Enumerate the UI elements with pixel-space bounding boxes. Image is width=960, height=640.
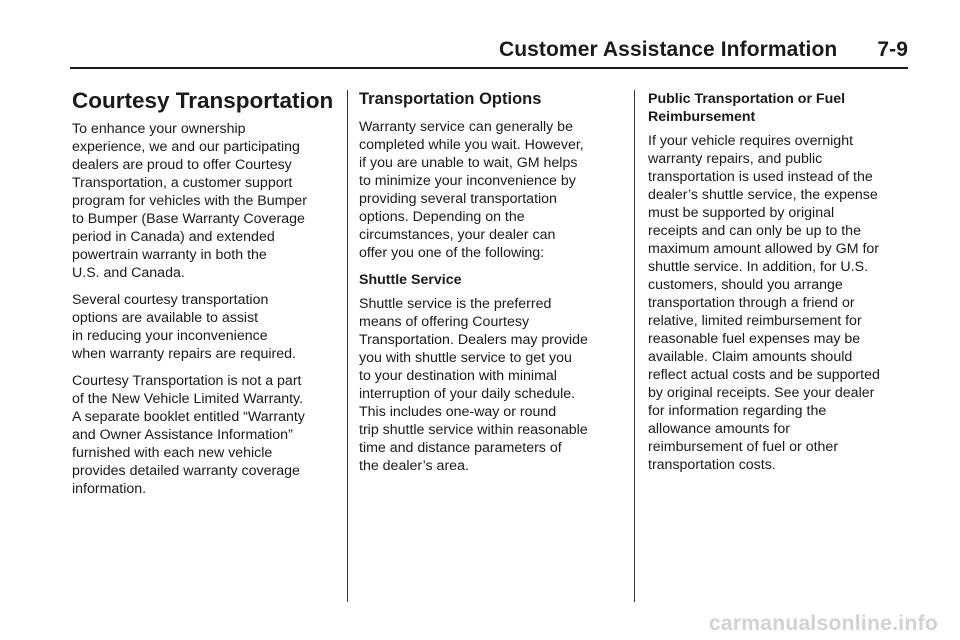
column-1 (72, 90, 338, 507)
section-title: Customer Assistance Information (498, 38, 838, 61)
warranty-paragraph: Courtesy Transportation is not a part of the New Vehicle Limited Warranty. A separate booklet entitled “Warranty and Owner Assistance Information” furnished with each new vehicle provides detailed warranty coverage information. (72, 373, 305, 497)
shuttle-service-heading: Shuttle Service (359, 272, 462, 288)
column-divider-1 (347, 90, 348, 602)
page-header (70, 38, 908, 62)
intro-paragraph: To enhance your ownership experience, we and our participating dealers are proud to offer Courtesy Transportation, a customer support program for vehicles with the Bumper to Bumper (Base Warranty Coverage period in Canada) and extended powertrain warranty in both the U.S. and Canada. (72, 121, 307, 281)
column-2 (359, 90, 625, 484)
public-transportation-paragraph: If your vehicle requires overnight warranty repairs, and public transportation is used instead of the dealer’s shuttle service, the expense must be supported by original receipts and can only be up to the maximum amount allowed by GM for shuttle service. In addition, for U.S. customers, should you arrange transportation through a friend or relative, limited reimbursement for reasonable fuel expenses may be available. Claim amounts should reflect actual costs and be supported by original receipts. See your dealer for information regarding the allowance amounts for reimbursement of fuel or other transportation costs. (648, 133, 880, 473)
options-paragraph: Several courtesy transportation options are available to assist in reducing your inconvenience when warranty repairs are required. (72, 292, 296, 362)
public-transportation-heading: Public Transportation or Fuel Reimbursement (648, 91, 846, 125)
header-rule (70, 67, 908, 69)
options-intro-paragraph: Warranty service can generally be completed while you wait. However, if you are unable to wait, GM helps to minimize your inconvenience by providing several transportation options. Depending on the circumstances, your dealer can offer you one of the following: (359, 119, 584, 261)
transportation-options-heading: Transportation Options (359, 90, 542, 108)
column-divider-2 (634, 90, 635, 602)
column-3 (648, 90, 914, 483)
shuttle-service-paragraph: Shuttle service is the preferred means of offering Courtesy Transportation. Dealers may provide you with shuttle service to get you to your destination with minimal interruption of your daily schedule. This includes one-way or round trip shuttle service within reasonable time and distance parameters of the dealer’s area. (359, 296, 588, 474)
page-number: 7-9 (877, 38, 908, 61)
watermark-text: carmanualsonline.info (708, 612, 938, 635)
courtesy-transportation-heading: Courtesy Transportation (72, 88, 334, 113)
